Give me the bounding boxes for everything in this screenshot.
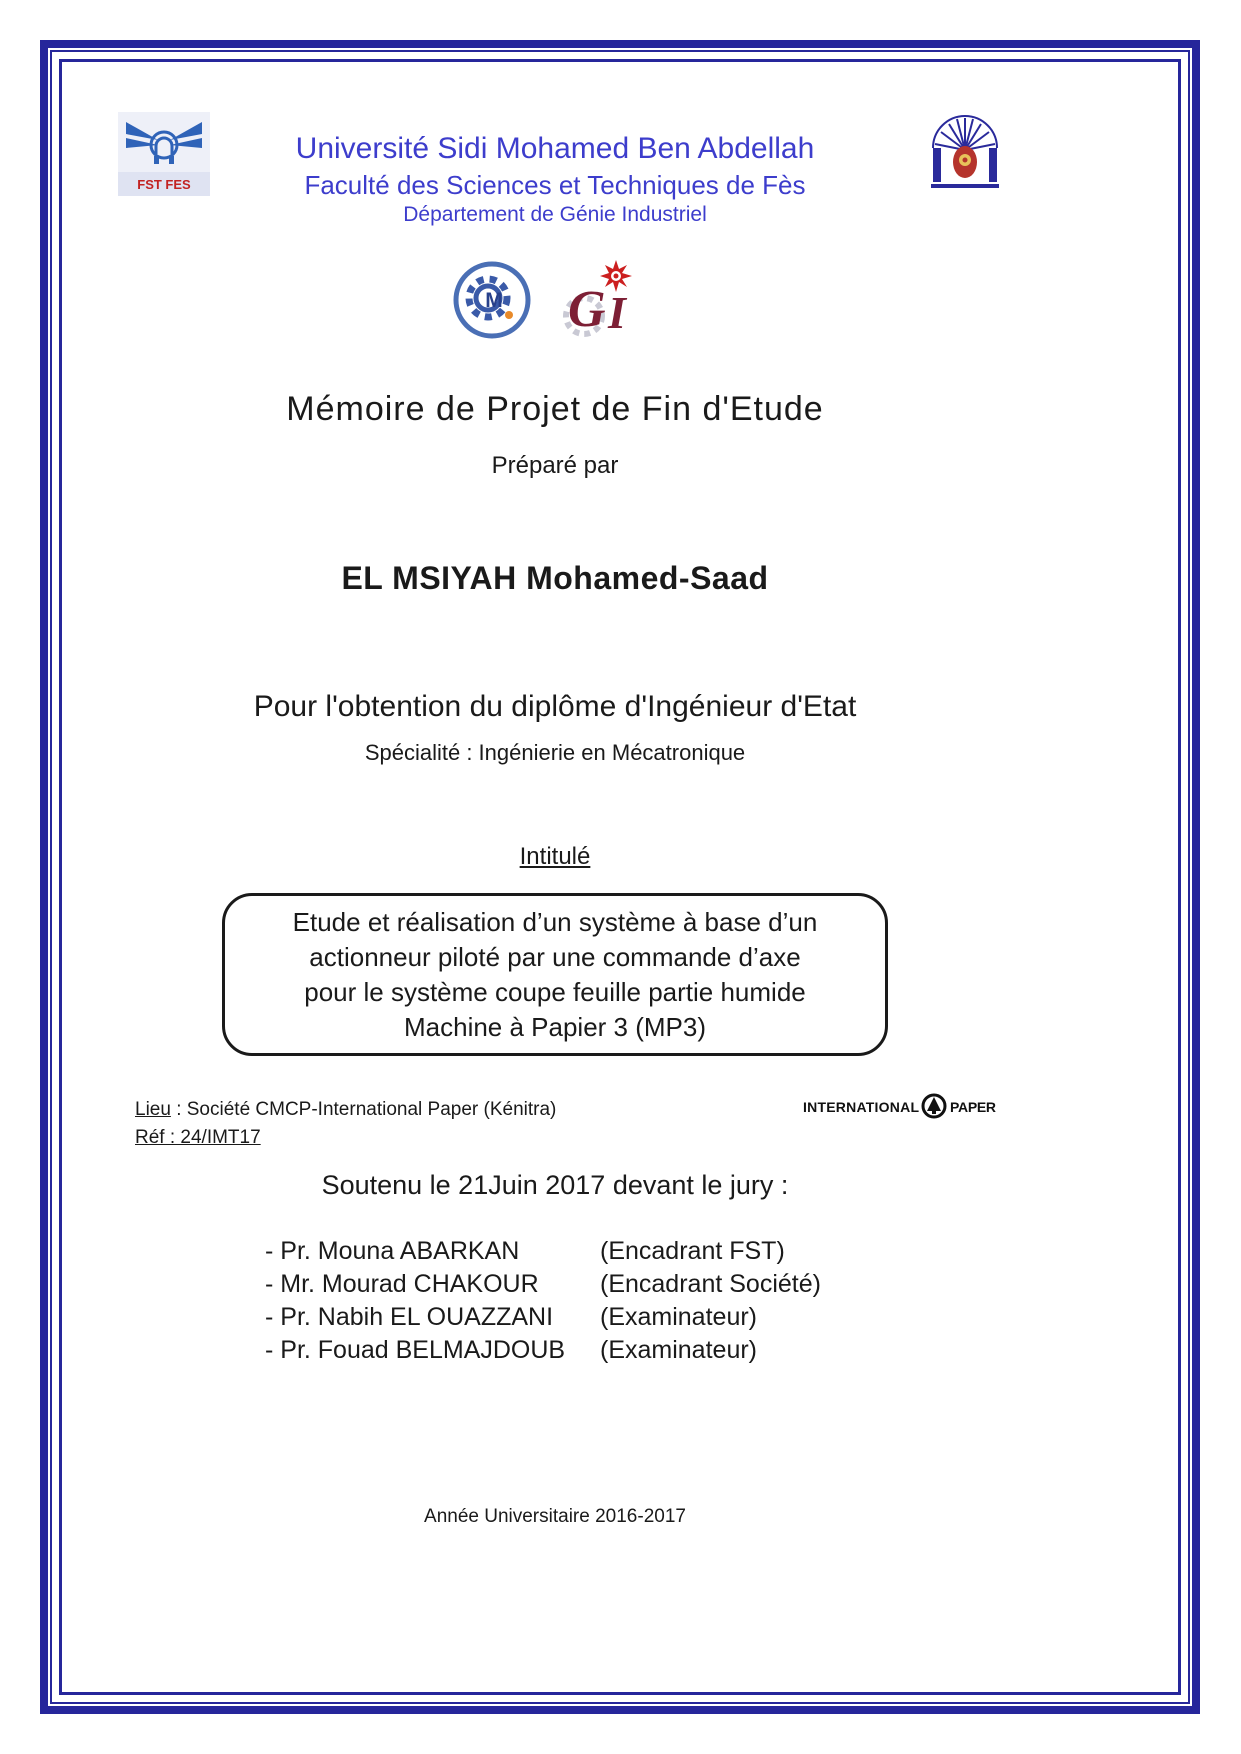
jury-member-name: - Pr. Fouad BELMAJDOUB (265, 1336, 566, 1364)
international-paper-logo-icon (803, 1092, 997, 1122)
location-line (135, 1096, 556, 1124)
project-title-box (222, 893, 888, 1056)
fst-fes-logo-text: FST FES (137, 177, 191, 192)
university-name: Université Sidi Mohamed Ben Abdellah (295, 132, 815, 165)
defense-line: Soutenu le 21Juin 2017 devant le jury : (321, 1170, 789, 1200)
jury-list (265, 1235, 905, 1367)
prepared-by-label: Préparé par (491, 452, 619, 479)
international-paper-graphic (803, 1092, 997, 1122)
gear-logo-letter: M (485, 289, 503, 312)
mechatronics-gear-icon (452, 260, 532, 340)
jury-member-role: (Encadrant Société) (600, 1270, 821, 1298)
faculty-name: Faculté des Sciences et Techniques de Fès (304, 170, 806, 200)
gi-letter-g: G (568, 281, 606, 338)
jury-member-row (265, 1301, 905, 1334)
document-type-title: Mémoire de Projet de Fin d'Etude (286, 390, 824, 428)
academic-year: Année Universitaire 2016-2017 (424, 1506, 686, 1527)
jury-member-role: (Examinateur) (600, 1336, 757, 1364)
jury-member-name: - Pr. Mouna ABARKAN (265, 1237, 520, 1265)
lieu-value: : Société CMCP-International Paper (Kénitra) (170, 1099, 557, 1120)
project-title-line-1: Etude et réalisation d’un système à base d’un (292, 906, 818, 937)
department-name: Département de Génie Industriel (403, 203, 707, 226)
mechatronics-gear-graphic (452, 260, 532, 340)
jury-member-row (265, 1268, 905, 1301)
author-name: EL MSIYAH Mohamed-Saad (341, 560, 769, 596)
lieu-label: Lieu (135, 1099, 171, 1120)
gi-department-icon (554, 256, 646, 346)
location-block (135, 1096, 556, 1152)
project-title-line-4: Machine à Papier 3 (MP3) (403, 1011, 707, 1042)
project-title-line-3: pour le système coupe feuille partie humide (304, 976, 806, 1007)
project-title-line-2: actionneur piloté par une commande d’axe (309, 941, 801, 972)
jury-member-row (265, 1235, 905, 1268)
reference-line: Réf : 24/IMT17 (135, 1127, 261, 1148)
jury-member-role: (Examinateur) (600, 1303, 757, 1331)
title-label-text: Intitulé (519, 843, 591, 870)
specialty-line: Spécialité : Ingénierie en Mécatronique (364, 740, 746, 765)
ip-word-international: INTERNATIONAL (803, 1099, 919, 1115)
jury-member-name: - Pr. Nabih EL OUAZZANI (265, 1303, 554, 1331)
gi-department-graphic (554, 256, 646, 346)
university-seal-icon (922, 108, 1008, 196)
jury-member-role: (Encadrant FST) (600, 1237, 785, 1265)
university-seal-graphic (922, 108, 1008, 196)
jury-member-row (265, 1334, 905, 1367)
title-label (75, 843, 1035, 871)
jury-member-name: - Mr. Mourad CHAKOUR (265, 1270, 539, 1298)
ip-word-paper: PAPER (950, 1099, 996, 1115)
gi-letter-i: I (608, 287, 626, 338)
degree-line: Pour l'obtention du diplôme d'Ingénieur d'Etat (253, 690, 857, 723)
